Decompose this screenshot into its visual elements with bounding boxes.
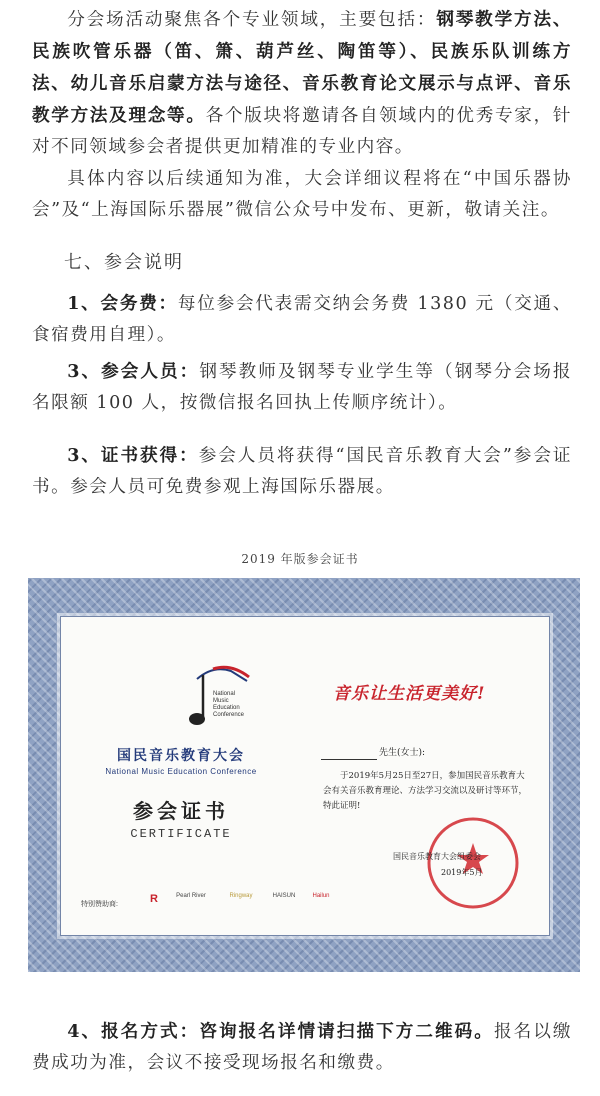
- para1-bold: 钢琴教学方法、民族吹管乐器（笛、箫、葫芦丝、陶笛等）、民族乐队训练方法、幼儿音乐启蒙方法与途径、音乐教育论文展示与点评、音乐教学方法及理念等。: [32, 9, 572, 126]
- registration-label: 4、报名方式：: [67, 1021, 200, 1042]
- sponsor-logo: Hailun: [312, 893, 330, 899]
- certificate-date: 2019年5月: [441, 868, 483, 877]
- organizer: 国民音乐教育大会组委会: [393, 852, 481, 861]
- item-participants: [32, 356, 572, 419]
- item-registration: [32, 1016, 572, 1079]
- salutation: 先生(女士):: [379, 748, 426, 758]
- para1-lead: 分会场活动聚焦各个专业领域，主要包括：: [67, 10, 437, 30]
- certificate-body: 于2019年5月25日至27日，参加国民音乐教育大会有关音乐教育理论、方法学习交流以及研讨等环节，特此证明!: [323, 771, 528, 811]
- certificate-panel: [60, 616, 550, 936]
- registration-tail: 报名以缴费成功为准，会议不接受现场报名和缴费。: [32, 1022, 572, 1073]
- certificate-title-cn: 参会证书: [133, 799, 229, 823]
- sponsor-logo: HAISUN: [272, 893, 296, 899]
- svg-text:Education: Education: [213, 705, 240, 711]
- svg-text:Music: Music: [213, 698, 229, 704]
- certificate-image: [28, 578, 580, 972]
- name-blank: [321, 745, 377, 760]
- certificate-caption: 2019 年版参会证书: [241, 552, 359, 566]
- certificate-title-en: CERTIFICATE: [130, 827, 232, 841]
- slogan: 音乐让生活更美好!: [333, 684, 486, 704]
- sponsor-logo: Ringway: [229, 893, 253, 899]
- item-certificate-text: 参会人员将获得“国民音乐教育大会”参会证书。参会人员可免费参观上海国际乐器展。: [32, 446, 572, 497]
- section-heading: 七、参会说明: [64, 252, 184, 273]
- sponsor-logo: R: [150, 893, 158, 905]
- item-participants-label: 3、参会人员：: [67, 361, 200, 382]
- item-certificate-label: 3、证书获得：: [67, 445, 199, 466]
- conference-name-cn: 国民音乐教育大会: [117, 748, 245, 764]
- para1-tail: 各个版块将邀请各自领域内的优秀专家，针对不同领域参会者提供更加精准的专业内容。: [32, 106, 572, 157]
- item-fee-label: 1、会务费：: [67, 293, 178, 314]
- paragraph-notice: 具体内容以后续通知为准，大会详细议程将在“中国乐器协会”及“上海国际乐器展”微信公众号中发布、更新，敬请关注。: [32, 169, 572, 220]
- conference-name-en: National Music Education Conference: [105, 767, 257, 776]
- svg-text:Conference: Conference: [213, 712, 245, 718]
- sponsor-label: 特别赞助商:: [81, 901, 118, 908]
- item-participants-text: 钢琴教师及钢琴专业学生等（钢琴分会场报名限额 100 人，按微信报名回执上传顺序统计）。: [32, 362, 572, 413]
- item-certificate: [32, 440, 572, 503]
- red-seal-icon: [423, 813, 523, 913]
- item-fee-text: 每位参会代表需交纳会务费 1380 元（交通、食宿费用自理）。: [32, 294, 573, 345]
- svg-text:National: National: [213, 691, 236, 697]
- conference-logo-icon: [173, 659, 263, 737]
- paragraph-sessions: [32, 4, 572, 163]
- sponsor-logo: Pearl River: [176, 893, 206, 899]
- registration-bold: 咨询报名详情请扫描下方二维码。: [199, 1021, 494, 1042]
- item-fee: [32, 288, 572, 351]
